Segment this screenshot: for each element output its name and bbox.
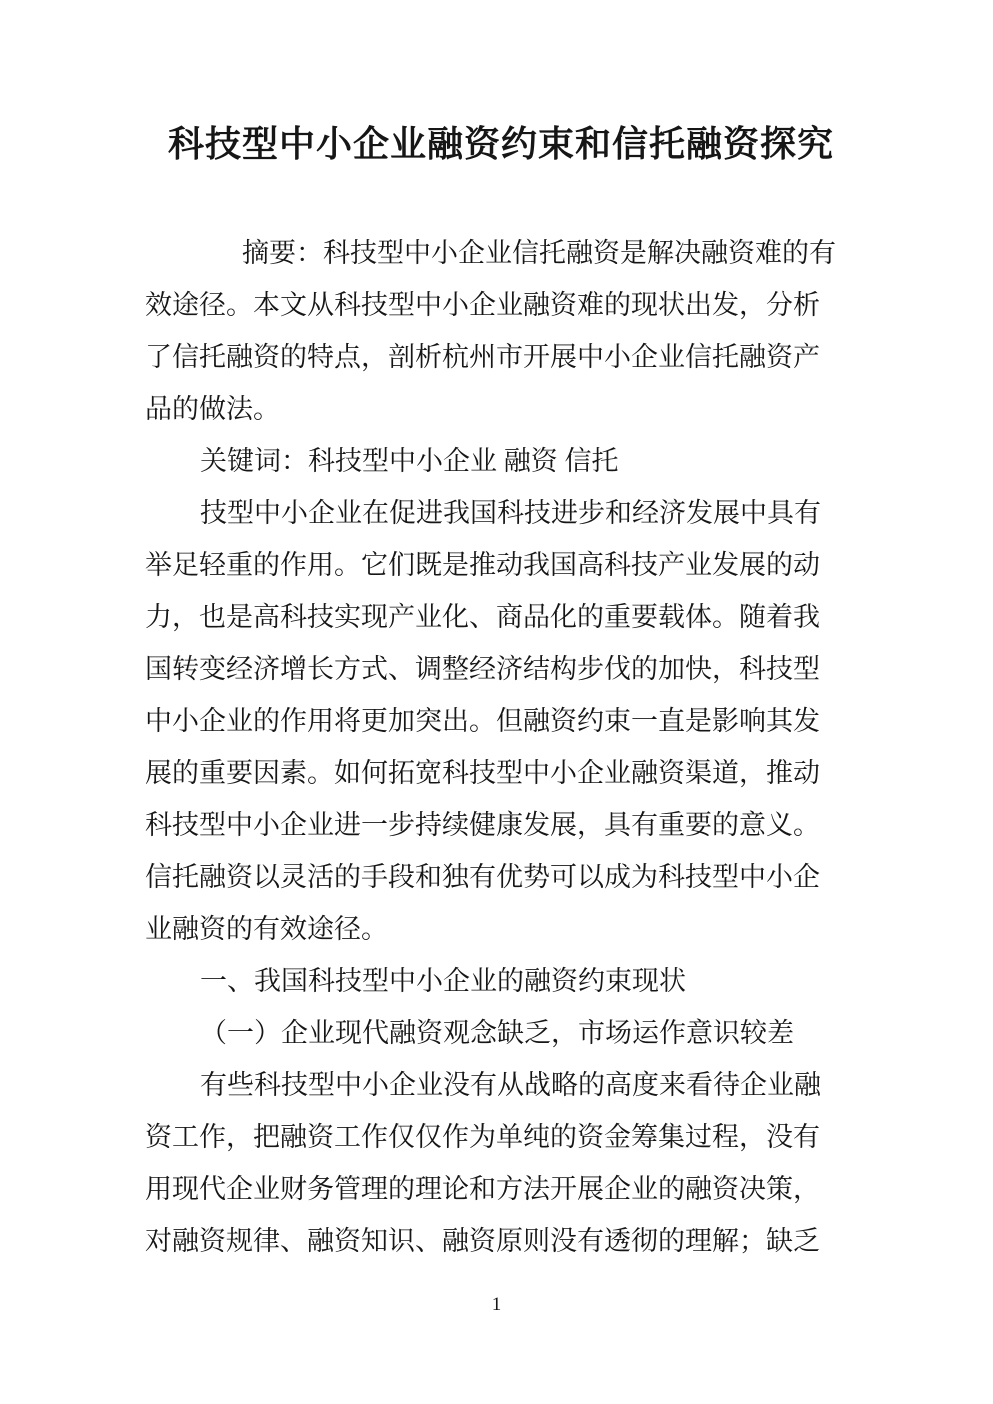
document-body (145, 227, 857, 1267)
page-footer (0, 1292, 993, 1318)
text-line: 信托融资以灵活的手段和独有优势可以成为科技型中小企 (145, 862, 820, 892)
text-line: 了信托融资的特点，剖析杭州市开展中小企业信托融资产 (145, 342, 820, 372)
text-line: 中小企业的作用将更加突出。但融资约束一直是影响其发 (145, 706, 820, 736)
text-line: 资工作，把融资工作仅仅作为单纯的资金筹集过程，没有 (145, 1122, 820, 1152)
text-line: 品的做法。 (145, 394, 280, 424)
paragraph-abstract (145, 227, 857, 435)
text-line: 业融资的有效途径。 (145, 914, 388, 944)
text-line: 展的重要因素。如何拓宽科技型中小企业融资渠道，推动 (145, 758, 820, 788)
text-line: 力，也是高科技实现产业化、商品化的重要载体。随着我 (145, 602, 820, 632)
paragraph-intro (145, 487, 857, 955)
subsection-heading (145, 1007, 857, 1059)
section-heading (145, 955, 857, 1007)
text-line: 科技型中小企业进一步持续健康发展，具有重要的意义。 (145, 810, 820, 840)
text-line: 有些科技型中小企业没有从战略的高度来看待企业融 (200, 1070, 821, 1100)
text-line: 摘要：科技型中小企业信托融资是解决融资难的有 (242, 238, 836, 268)
text-line: 对融资规律、融资知识、融资原则没有透彻的理解；缺乏 (145, 1226, 820, 1256)
paragraph-body (145, 1059, 857, 1267)
text-line: 国转变经济增长方式、调整经济结构步伐的加快，科技型 (145, 654, 820, 684)
text-line: 技型中小企业在促进我国科技进步和经济发展中具有 (200, 498, 821, 528)
text-line: 效途径。本文从科技型中小企业融资难的现状出发，分析 (145, 290, 820, 320)
text-line: 举足轻重的作用。它们既是推动我国高科技产业发展的动 (145, 550, 820, 580)
subheading-line: （一）企业现代融资观念缺乏，市场运作意识较差 (200, 1018, 794, 1048)
text-line: 关键词：科技型中小企业 融资 信托 (200, 446, 619, 476)
heading-line: 一、我国科技型中小企业的融资约束现状 (200, 966, 686, 996)
text-line: 用现代企业财务管理的理论和方法开展企业的融资决策， (145, 1174, 820, 1204)
page-number: 1 (491, 1294, 502, 1315)
page-title: 科技型中小企业融资约束和信托融资探究 (167, 124, 834, 164)
paragraph-keywords (145, 435, 857, 487)
